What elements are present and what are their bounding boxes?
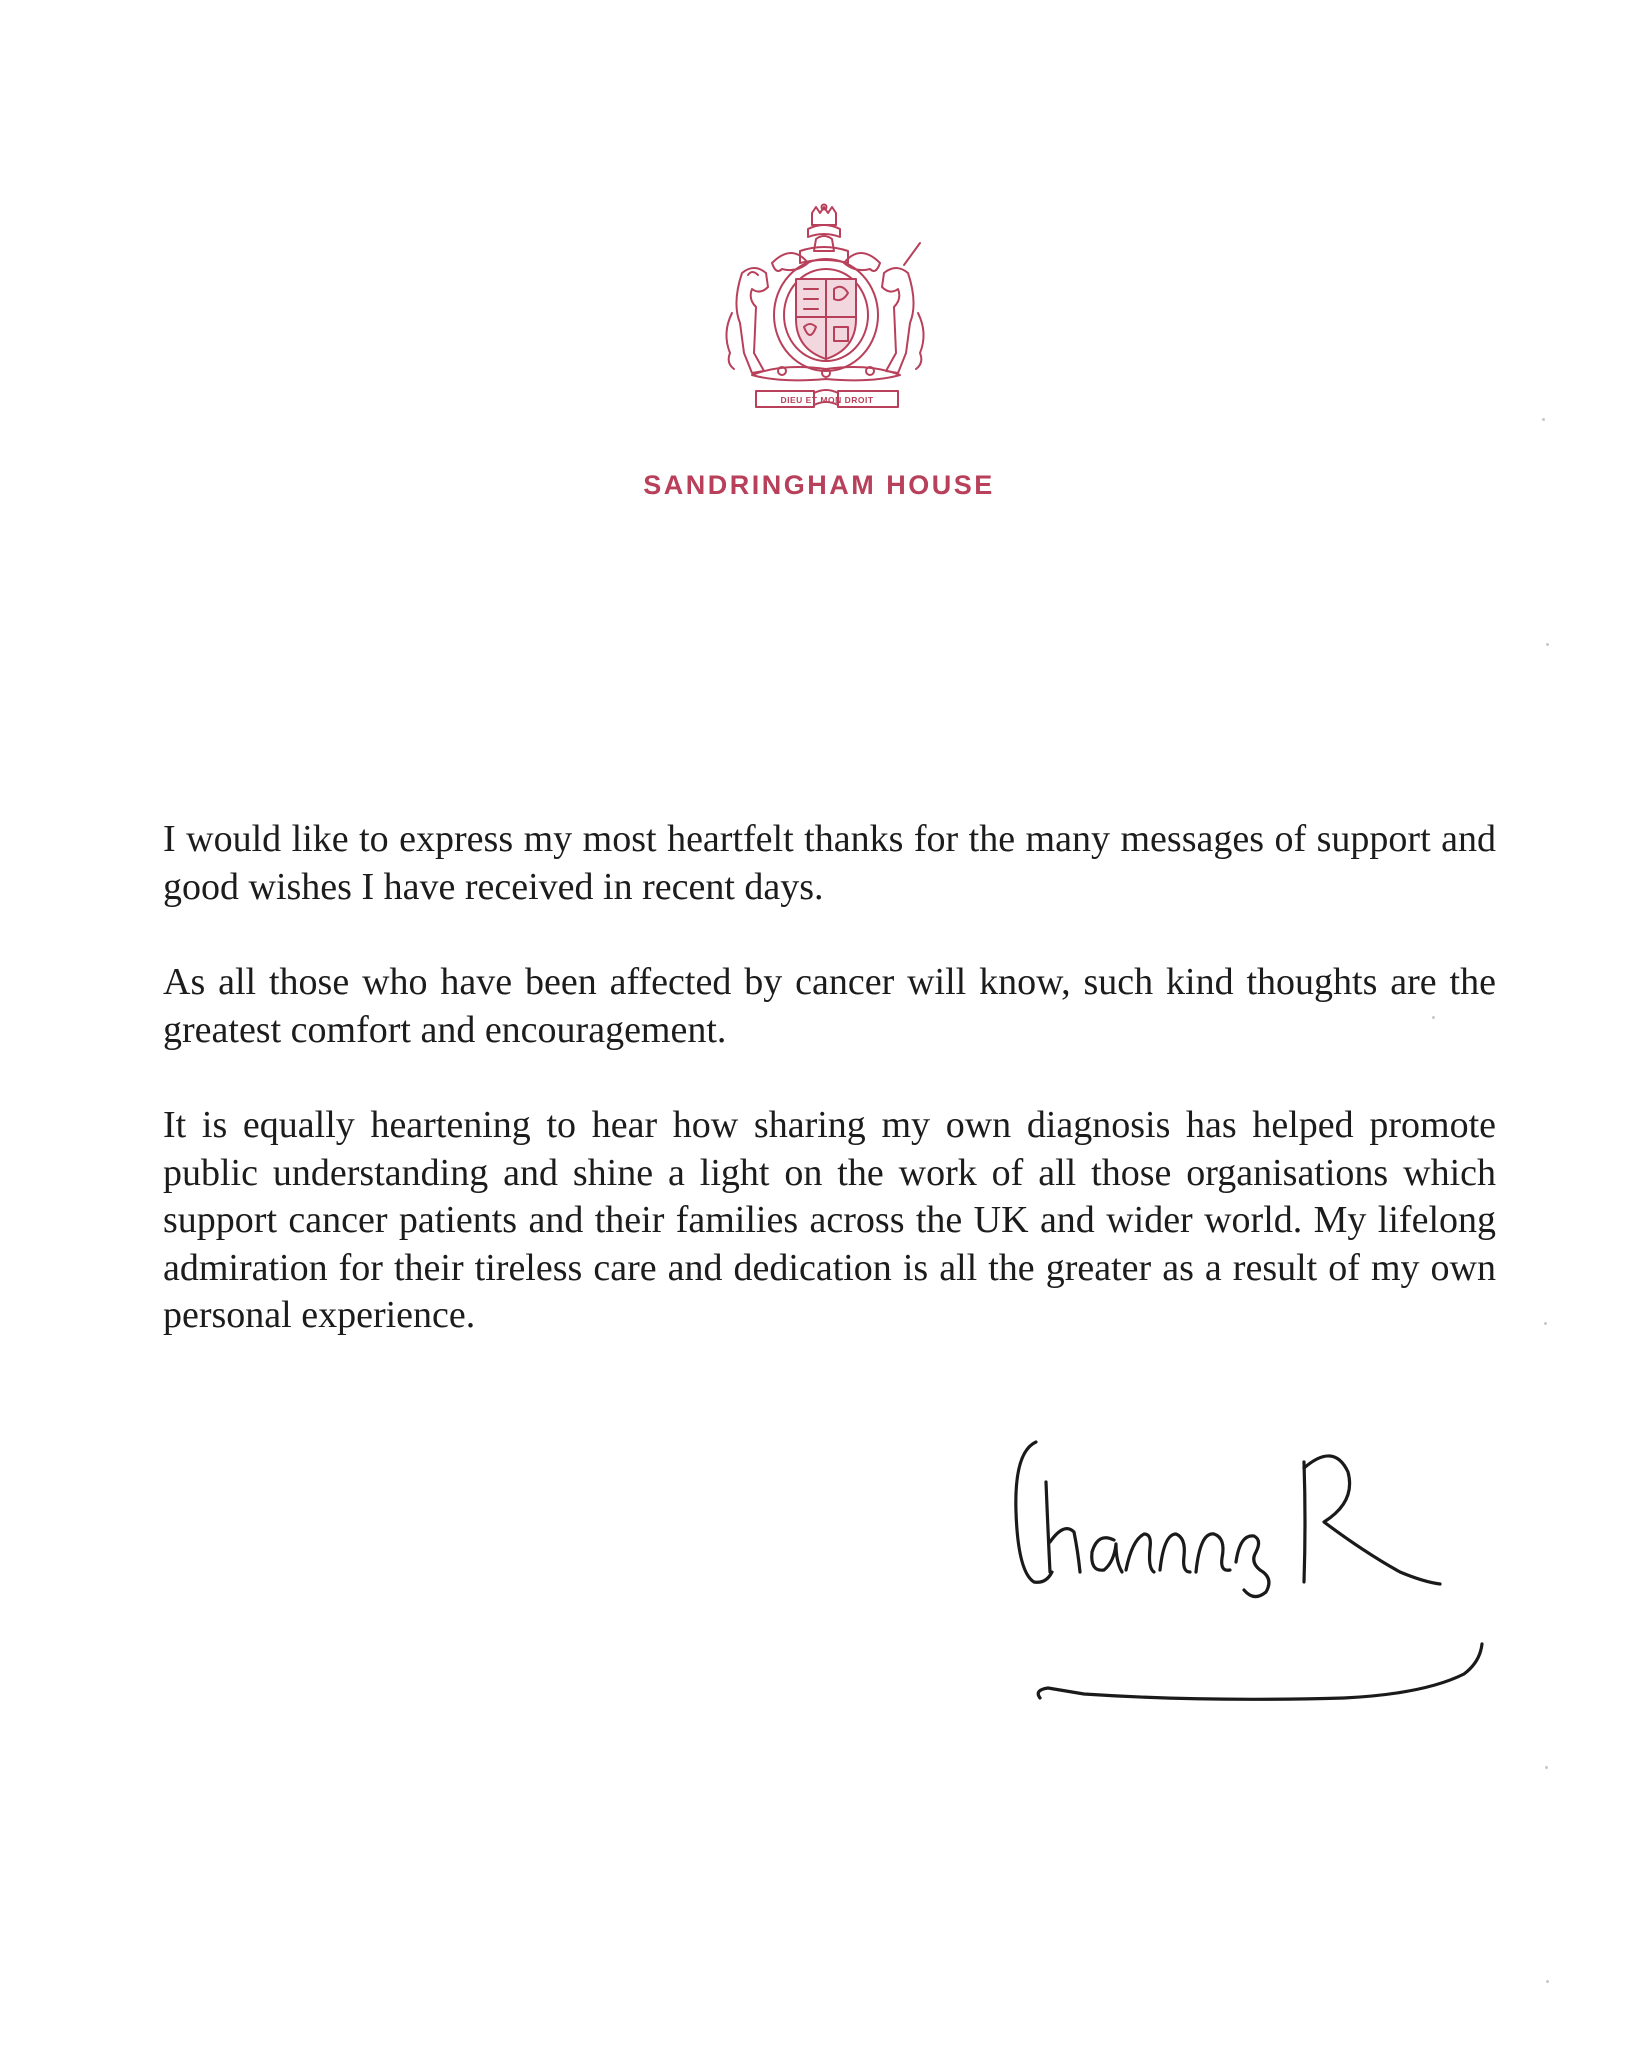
letter-paragraph-2: As all those who have been affected by cancer will know, such kind thoughts are the greatest comfort and encouragement. — [163, 961, 1496, 1051]
scan-speck — [1432, 1016, 1435, 1019]
scan-speck — [1546, 643, 1549, 646]
letter-paragraph-1: I would like to express my most heartfelt thanks for the many messages of support and good wishes I have received in recent days. — [163, 818, 1496, 908]
scan-speck — [1542, 418, 1545, 421]
scan-speck — [1545, 1766, 1548, 1769]
letterhead-title: SANDRINGHAM HOUSE — [643, 470, 995, 500]
scan-speck — [1544, 1322, 1547, 1325]
letter-paragraph-3: It is equally heartening to hear how sharing my own diagnosis has helped promote public understanding and shine a light on the work of all those organisations which support cancer patients and their families across the UK and wider world. My lifelong admiration for their tireless care and dedication is all the greater as a result of my own personal experience. — [163, 1104, 1496, 1336]
royal-crest-icon — [712, 203, 940, 415]
crest-motto-text: DIEU ET MON DROIT — [780, 395, 874, 405]
scan-speck — [1546, 1980, 1549, 1983]
signature-icon — [1004, 1422, 1504, 1722]
letter-body — [163, 816, 1496, 1388]
